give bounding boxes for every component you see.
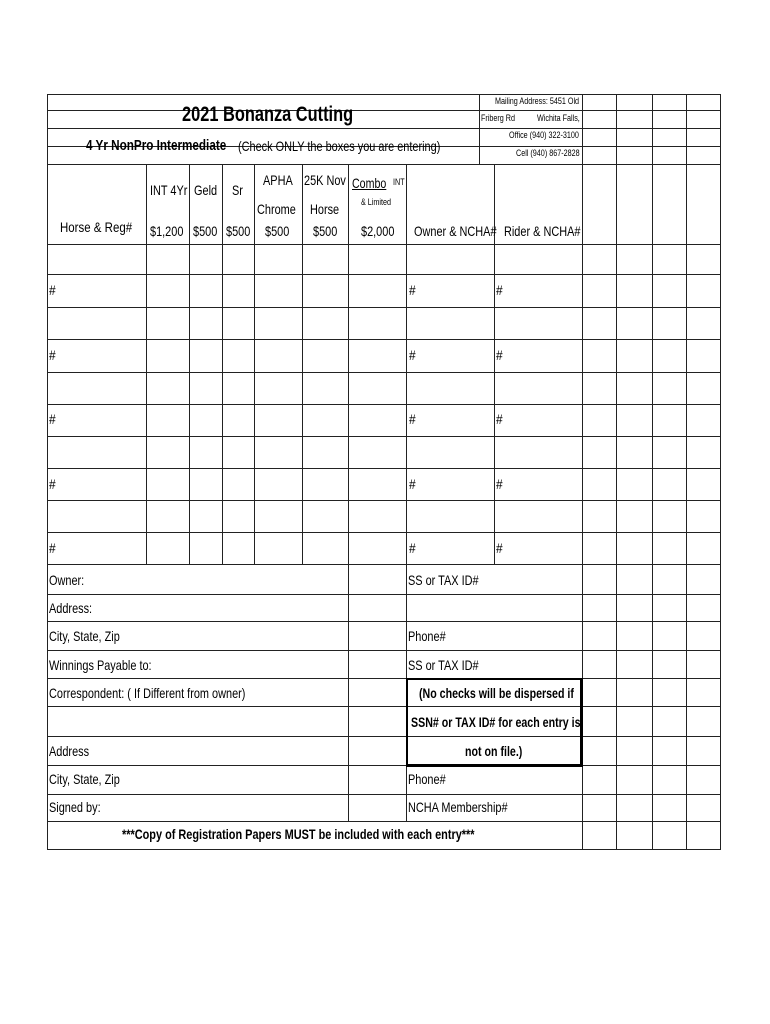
grid-line — [406, 164, 407, 565]
grid-line — [47, 678, 721, 679]
grid-line — [47, 794, 721, 795]
entry-4-rider-marker: # — [496, 476, 503, 492]
entry-1-rider-marker: # — [496, 282, 503, 298]
grid-line — [47, 468, 721, 469]
grid-line — [47, 500, 721, 501]
col-header-rider: Rider & NCHA# — [504, 223, 581, 239]
grid-line — [720, 94, 721, 850]
grid-line — [254, 164, 255, 565]
entry-5-rider-marker: # — [496, 540, 503, 556]
grid-line — [479, 94, 480, 165]
notice-border — [406, 764, 583, 767]
col-header-owner: Owner & NCHA# — [414, 223, 497, 239]
ss-tax-label: SS or TAX ID# — [408, 572, 479, 588]
col-header-25k-nov: 25K Nov — [304, 172, 346, 188]
correspondent-label: Correspondent: ( If Different from owner) — [49, 685, 246, 701]
col-header-combo: Combo — [352, 175, 387, 191]
notice-border — [406, 678, 583, 680]
col-price-sr: $500 — [226, 223, 251, 239]
entry-2-horse-marker: # — [49, 347, 56, 363]
phone-label: Phone# — [408, 628, 446, 644]
grid-line — [47, 128, 721, 129]
form-instruction: (Check ONLY the boxes you are entering) — [238, 138, 441, 154]
grid-line — [348, 164, 349, 565]
grid-line — [47, 110, 721, 111]
entry-5-owner-marker: # — [409, 540, 416, 556]
winnings-payable-label: Winnings Payable to: — [49, 657, 152, 673]
col-header-combo-limited: & Limited — [361, 197, 392, 207]
notice-line-1: (No checks will be dispersed if — [419, 685, 574, 701]
entry-1-horse-marker: # — [49, 282, 56, 298]
signed-by-label: Signed by: — [49, 799, 101, 815]
grid-line — [47, 532, 721, 533]
owner-label: Owner: — [49, 572, 85, 588]
col-price-apha: $500 — [265, 223, 290, 239]
grid-line — [47, 736, 721, 737]
grid-line — [47, 564, 721, 565]
grid-line — [47, 436, 721, 437]
grid-line — [348, 564, 349, 822]
grid-line — [222, 164, 223, 565]
cell-phone: Cell (940) 867-2828 — [516, 148, 580, 158]
grid-line — [47, 94, 48, 850]
mailing-address-city: Wichita Falls, — [537, 113, 580, 123]
form-title: 2021 Bonanza Cutting — [182, 103, 354, 126]
grid-line — [47, 821, 721, 822]
grid-line — [47, 849, 721, 850]
grid-line — [47, 706, 721, 707]
entry-4-owner-marker: # — [409, 476, 416, 492]
grid-line — [47, 594, 721, 595]
correspondent-city-state-zip-label: City, State, Zip — [49, 771, 120, 787]
notice-line-2: SSN# or TAX ID# for each entry is — [411, 714, 581, 730]
mailing-address-line1: Mailing Address: 5451 Old — [495, 96, 580, 106]
form-subtitle: 4 Yr NonPro Intermediate — [86, 137, 227, 154]
entry-5-horse-marker: # — [49, 540, 56, 556]
entry-3-horse-marker: # — [49, 411, 56, 427]
grid-line — [146, 164, 147, 565]
col-header-horse2: Horse — [310, 201, 340, 217]
grid-line — [47, 372, 721, 373]
entry-3-owner-marker: # — [409, 411, 416, 427]
grid-line — [686, 94, 687, 850]
col-header-combo-int: INT — [393, 177, 405, 187]
col-header-horse: Horse & Reg# — [60, 219, 133, 235]
col-header-apha: APHA — [263, 172, 293, 188]
entry-4-horse-marker: # — [49, 476, 56, 492]
col-price-combo: $2,000 — [361, 223, 395, 239]
mailing-address-street: Friberg Rd — [481, 113, 516, 123]
col-header-chrome: Chrome — [257, 201, 296, 217]
office-phone: Office (940) 322-3100 — [509, 130, 579, 140]
grid-line — [616, 94, 617, 850]
registration-papers-notice: ***Copy of Registration Papers MUST be included with each entry*** — [122, 826, 475, 842]
entry-1-owner-marker: # — [409, 282, 416, 298]
col-header-geld: Geld — [194, 182, 218, 198]
grid-line — [302, 164, 303, 565]
grid-line — [47, 621, 721, 622]
grid-line — [47, 274, 721, 275]
grid-line — [47, 765, 721, 766]
grid-line — [47, 339, 721, 340]
ncha-membership-label: NCHA Membership# — [408, 799, 508, 815]
ss-tax-label-2: SS or TAX ID# — [408, 657, 479, 673]
city-state-zip-label: City, State, Zip — [49, 628, 120, 644]
grid-line — [47, 244, 721, 245]
entry-2-rider-marker: # — [496, 347, 503, 363]
grid-line — [47, 650, 721, 651]
grid-line — [189, 164, 190, 565]
entry-3-rider-marker: # — [496, 411, 503, 427]
notice-line-3: not on file.) — [465, 743, 523, 759]
grid-line — [47, 164, 721, 165]
address-label: Address: — [49, 600, 93, 616]
grid-line — [47, 404, 721, 405]
entry-2-owner-marker: # — [409, 347, 416, 363]
col-price-geld: $500 — [193, 223, 218, 239]
correspondent-phone-label: Phone# — [408, 771, 446, 787]
col-price-25k-nov: $500 — [313, 223, 338, 239]
grid-line — [47, 94, 721, 95]
grid-line — [652, 94, 653, 850]
correspondent-address-label: Address — [49, 743, 90, 759]
col-header-int4yr: INT 4Yr — [150, 182, 188, 198]
grid-line — [47, 307, 721, 308]
col-header-sr: Sr — [232, 182, 243, 198]
col-price-int4yr: $1,200 — [150, 223, 184, 239]
notice-border — [406, 678, 408, 766]
